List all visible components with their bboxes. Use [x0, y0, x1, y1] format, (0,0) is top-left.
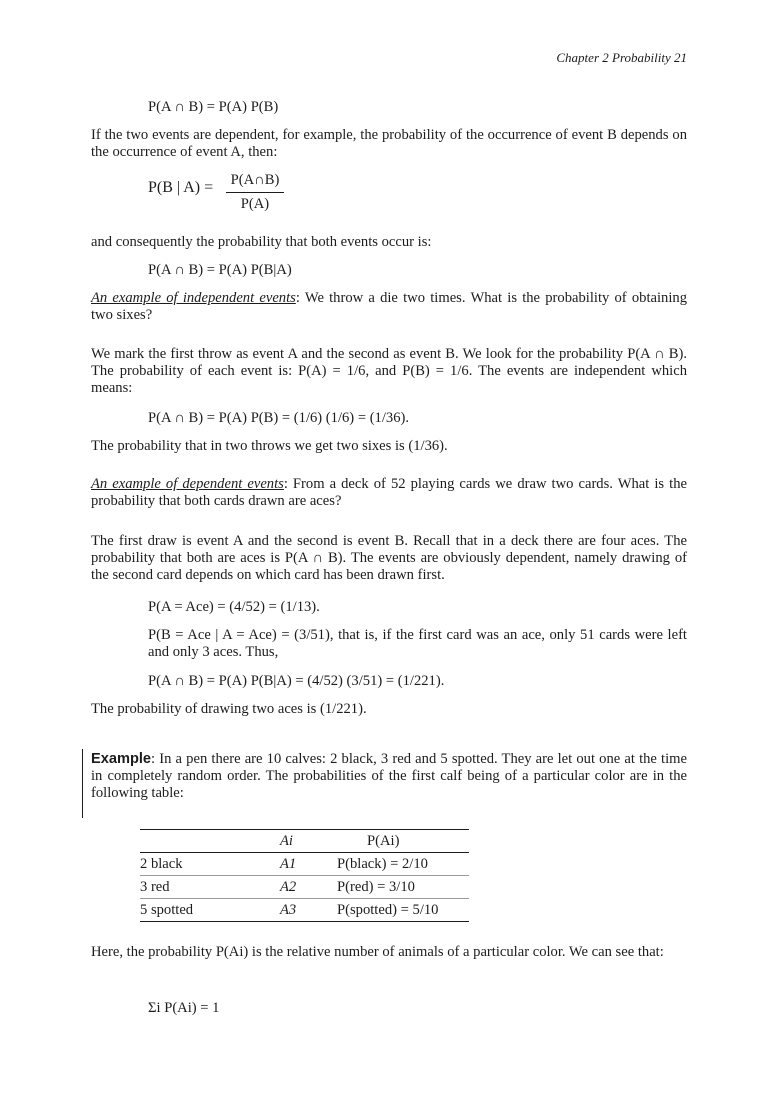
table-cell-probability: P(black) = 2/10: [337, 855, 428, 872]
example-text: : In a pen there are 10 calves: 2 black, 3 red and 5 spotted. They are let out one at the time in completely random order. The probabilities of the first calf being of a particular color are in the following table:: [91, 751, 687, 801]
dependent-question: : From a deck of 52 playing cards we draw two cards. What is the probability that both cards drawn are aces?: [91, 476, 687, 509]
table-header-blank: [140, 830, 280, 853]
table-row: [140, 899, 469, 922]
example-label: Example: [91, 751, 152, 767]
conditional-lhs-text: P(B | A) =: [148, 179, 214, 196]
table-header-row: [140, 830, 469, 853]
table-cell-color: 3 red: [140, 878, 170, 895]
paragraph-closing: Here, the probability P(Ai) is the relative number of animals of a particular color. We can see that:: [91, 944, 664, 960]
table-header-ai: Ai: [280, 832, 293, 849]
table-cell-probability: P(red) = 3/10: [337, 878, 415, 895]
table-row: [140, 853, 469, 876]
example-margin-bar: [82, 749, 83, 818]
conditional-lhs: [148, 179, 213, 196]
conditional-fraction: [226, 172, 284, 213]
paragraph-two-sixes-result: The probability that in two throws we get two sixes is (1/36).: [91, 438, 448, 454]
table-cell-color: 2 black: [140, 855, 183, 872]
equation-two-aces: P(A ∩ B) = P(A) P(B|A) = (4/52) (3/51) = (1/221).: [148, 673, 445, 689]
table-cell-event: A3: [280, 901, 297, 918]
equation-dependent: P(A ∩ B) = P(A) P(B|A): [148, 262, 292, 278]
table-header-pai: P(Ai): [367, 832, 400, 849]
paragraph-two-aces-result: The probability of drawing two aces is (1/221).: [91, 701, 367, 717]
heading-dependent-example: An example of dependent events: [91, 476, 284, 492]
independent-question: : We throw a die two times. What is the probability of obtaining two sixes?: [91, 290, 688, 323]
probability-table: [140, 829, 469, 922]
paragraph-pb-ace: P(B = Ace | A = Ace) = (3/51), that is, if the first card was an ace, only 51 cards were left and only 3 aces. Thus,: [148, 627, 687, 660]
table-row: [140, 876, 469, 899]
equation-pa-ace: P(A = Ace) = (4/52) = (1/13).: [148, 599, 320, 615]
fraction-denominator: P(A): [240, 196, 270, 212]
table-cell-color: 5 spotted: [140, 901, 194, 918]
paragraph-dependent-intro: If the two events are dependent, for example, the probability of the occurrence of event B depends on the occurrence of event A, then:: [91, 127, 687, 160]
paragraph-first-draw: The first draw is event A and the second is event B. Recall that in a deck there are four aces. The probability that both are aces is P(A ∩ B). The events are obviously dependent, namely drawing of the second card depends on which card has been drawn first.: [91, 533, 687, 583]
paragraph-mark-events: We mark the first throw as event A and the second as event B. We look for the probability P(A ∩ B). The probability of each event is: P(A) = 1/6, and P(B) = 1/6. The events are independent which means:: [91, 346, 687, 396]
paragraph-consequently: and consequently the probability that both events occur is:: [91, 234, 432, 250]
table-cell-event: A2: [280, 878, 297, 895]
paragraph-example-independent: [91, 290, 687, 324]
paragraph-example-dependent: [91, 476, 687, 510]
equation-independent: P(A ∩ B) = P(A) P(B): [148, 99, 279, 115]
heading-independent-example: An example of independent events: [91, 290, 296, 306]
page-header: Chapter 2 Probability 21: [556, 50, 687, 65]
table-cell-probability: P(spotted) = 5/10: [337, 901, 439, 918]
equation-two-sixes: P(A ∩ B) = P(A) P(B) = (1/6) (1/6) = (1/36).: [148, 410, 410, 426]
table-cell-event: A1: [280, 855, 297, 872]
fraction-numerator: P(A∩B): [226, 172, 284, 193]
equation-sum: Σi P(Ai) = 1: [148, 1000, 220, 1016]
paragraph-calves-example: [91, 751, 687, 802]
